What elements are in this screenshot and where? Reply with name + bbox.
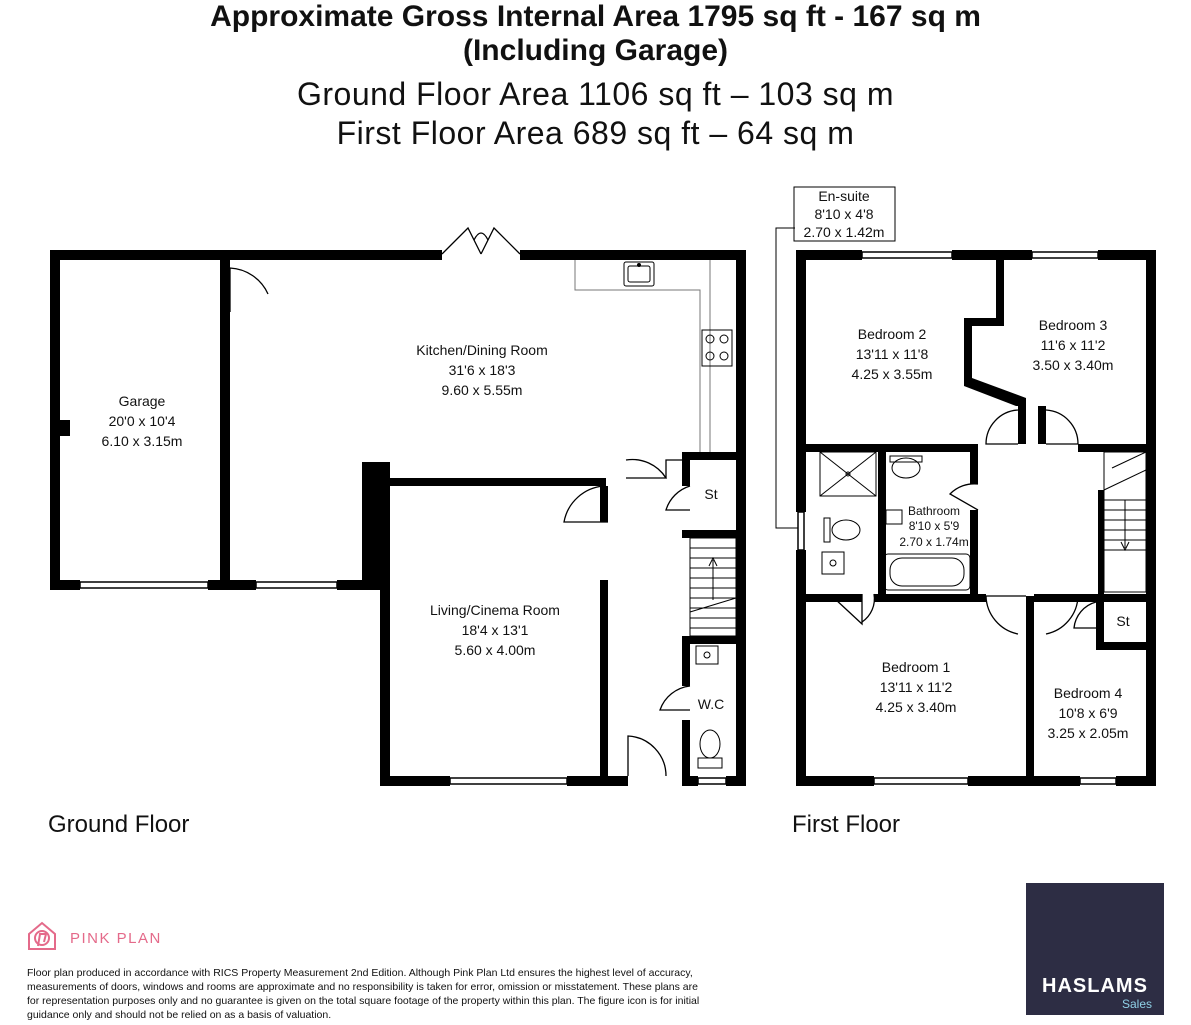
pink-plan-logo <box>26 920 162 957</box>
bed1-imperial: 13'11 x 11'2 <box>879 679 953 695</box>
ground-store-name: St <box>704 486 718 502</box>
bed3-metric: 3.50 x 3.40m <box>1032 357 1114 373</box>
bed4-metric: 3.25 x 2.05m <box>1047 725 1129 741</box>
wc-name: W.C <box>697 696 725 712</box>
first-floor-area: First Floor Area 689 sq ft – 64 sq m <box>336 115 855 151</box>
ground-floor-plan <box>50 228 746 786</box>
bathroom-name: Bathroom <box>907 504 961 518</box>
bed2-imperial: 13'11 x 11'8 <box>855 346 929 362</box>
ground-floor-area: Ground Floor Area 1106 sq ft – 103 sq m <box>296 76 894 112</box>
living-imperial: 18'4 x 13'1 <box>461 622 529 638</box>
first-floor-label: First Floor <box>792 811 900 838</box>
ensuite-metric: 2.70 x 1.42m <box>803 224 885 240</box>
bathroom-metric: 2.70 x 1.74m <box>899 535 969 549</box>
agent-name: HASLAMS <box>1042 975 1148 997</box>
ground-floor-label: Ground Floor <box>48 811 190 838</box>
bed1-metric: 4.25 x 3.40m <box>875 699 957 715</box>
area-subtitle: (Including Garage) <box>462 34 729 67</box>
ensuite-name: En-suite <box>818 188 870 204</box>
bed1-name: Bedroom 1 <box>881 659 951 675</box>
ensuite-imperial: 8'10 x 4'8 <box>814 206 874 222</box>
pink-plan-brand: PINK PLAN <box>70 930 162 947</box>
bathroom-imperial: 8'10 x 5'9 <box>908 519 960 533</box>
garage-imperial: 20'0 x 10'4 <box>108 413 176 429</box>
haslams-logo <box>1026 883 1164 1015</box>
bed3-name: Bedroom 3 <box>1038 317 1108 333</box>
agent-sub: Sales <box>1121 997 1152 1011</box>
area-title: Approximate Gross Internal Area 1795 sq ft - 167 sq m <box>210 0 981 33</box>
kitchen-metric: 9.60 x 5.55m <box>441 382 523 398</box>
bed4-imperial: 10'8 x 6'9 <box>1058 705 1118 721</box>
bed3-imperial: 11'6 x 11'2 <box>1040 337 1106 353</box>
garage-metric: 6.10 x 3.15m <box>101 433 183 449</box>
first-store-name: St <box>1116 613 1130 629</box>
living-name: Living/Cinema Room <box>430 602 560 618</box>
disclaimer-text: Floor plan produced in accordance with RICS Property Measurement 2nd Edition. Although Pink Plan Ltd ensures the highest level of accuracy, measurements of doors, windows and rooms are approximate and no responsibility is taken for error, omission or misstatement. These plans are for representation purposes only and no guarantee is given on the total square footage of the property within this plan. The figure icon is for initial guidance only and should not be relied on as a basis of valuation. <box>27 967 700 1021</box>
living-metric: 5.60 x 4.00m <box>454 642 536 658</box>
bed2-metric: 4.25 x 3.55m <box>851 366 933 382</box>
garage-name: Garage <box>118 393 166 409</box>
bed2-name: Bedroom 2 <box>857 326 927 342</box>
bed4-name: Bedroom 4 <box>1053 685 1123 701</box>
kitchen-imperial: 31'6 x 18'3 <box>448 362 516 378</box>
kitchen-name: Kitchen/Dining Room <box>416 342 548 358</box>
pink-plan-house-logo-icon <box>26 920 58 957</box>
